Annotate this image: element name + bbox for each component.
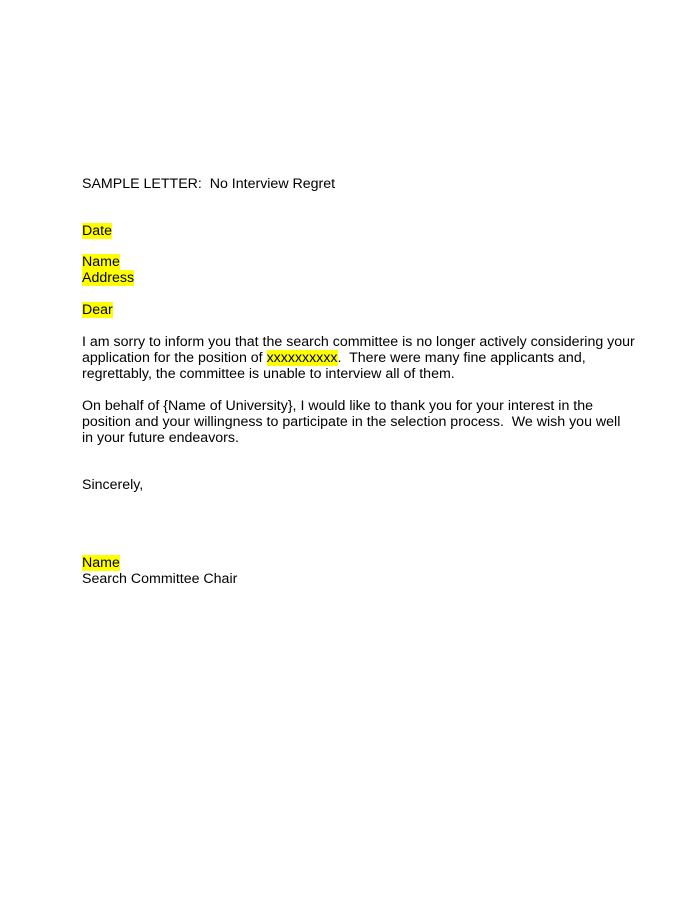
recipient-name-line — [82, 254, 622, 270]
paragraph-text: . There were many fine applicants and, — [337, 350, 586, 366]
position-placeholder: xxxxxxxxxx — [266, 350, 338, 366]
closing-line: Sincerely, — [82, 477, 144, 493]
paragraph-thanks — [82, 398, 622, 446]
recipient-address-line — [82, 270, 622, 286]
paragraph-regret — [82, 334, 635, 382]
date-line — [82, 223, 622, 239]
salutation-line — [82, 302, 622, 318]
recipient-address-placeholder: Address — [82, 270, 135, 286]
recipient-name-placeholder: Name — [82, 254, 120, 270]
date-placeholder: Date — [82, 223, 112, 239]
salutation-placeholder: Dear — [82, 302, 113, 318]
paragraph-line: On behalf of {Name of University}, I would like to thank you for your interest in the — [82, 398, 594, 414]
letter-body — [82, 176, 635, 587]
paragraph-text: application for the position of — [82, 350, 267, 366]
paragraph-line — [82, 350, 622, 366]
letter-heading: SAMPLE LETTER: No Interview Regret — [82, 176, 336, 192]
signer-name-line — [82, 555, 622, 571]
paragraph-line: I am sorry to inform you that the search committee is no longer actively considering your — [82, 334, 635, 350]
paragraph-line: position and your willingness to participate in the selection process. We wish you well — [82, 414, 621, 430]
signer-name-placeholder: Name — [82, 555, 120, 571]
signer-title: Search Committee Chair — [82, 571, 238, 587]
paragraph-line: regrettably, the committee is unable to interview all of them. — [82, 366, 455, 382]
paragraph-line: in your future endeavors. — [82, 430, 239, 446]
